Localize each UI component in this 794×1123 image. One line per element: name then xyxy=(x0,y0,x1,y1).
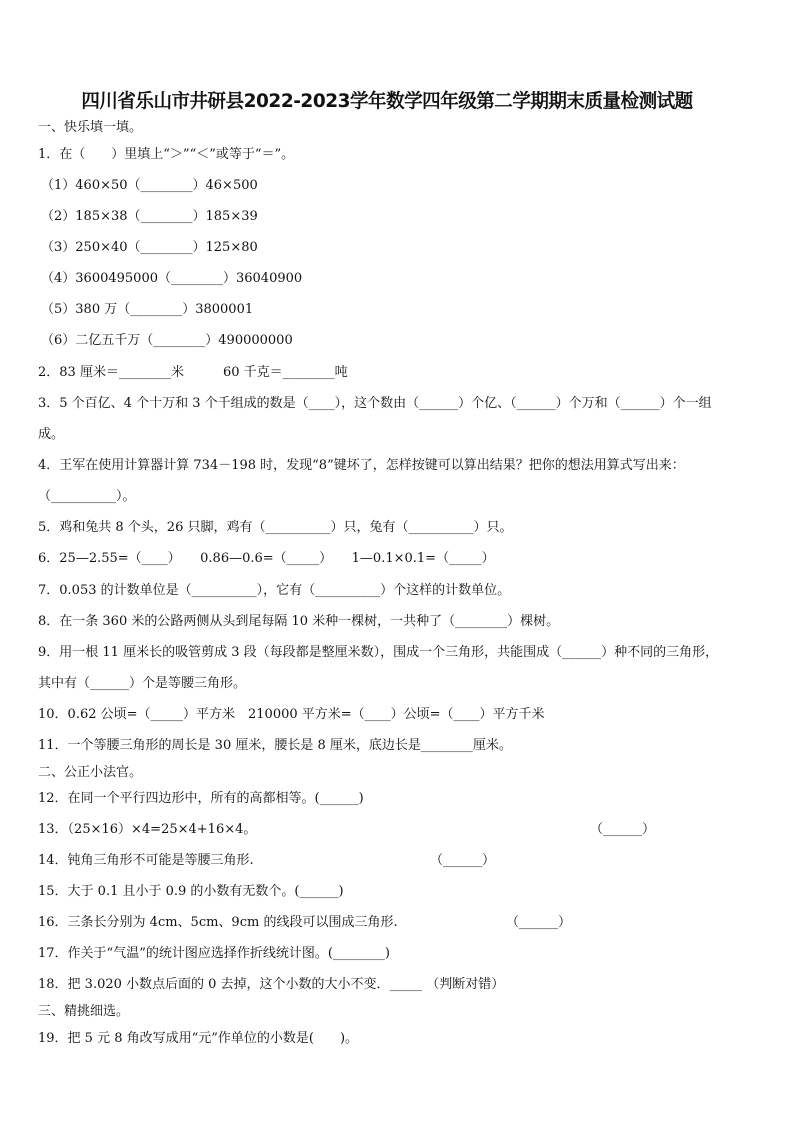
section-heading-1: 一、快乐填一填。 xyxy=(38,120,143,135)
question-13-answer-blank: （______） xyxy=(590,822,656,837)
question-1-part-5: （5）380 万（________）3800001 xyxy=(41,302,254,317)
question-14: 14．钝角三角形不可能是等腰三角形. xyxy=(38,853,254,868)
question-6: 6．25—2.55=（____） 0.86—0.6=（_____） 1—0.1×0.1=（_____） xyxy=(38,551,495,566)
page-title: 四川省乐山市井研县2022-2023学年数学四年级第二学期期末质量检测试题 xyxy=(81,90,693,112)
question-9-line-1: 9．用一根 11 厘米长的吸管剪成 3 段（每段都是整厘米数），围成一个三角形，共能围成（______）种不同的三角形， xyxy=(38,645,719,660)
section-heading-2: 二、公正小法官。 xyxy=(38,765,143,780)
question-9-line-2: 其中有（______）个是等腰三角形。 xyxy=(38,676,247,691)
question-4-line-1: 4．王军在使用计算器计算 734－198 时，发现“8”键坏了，怎样按键可以算出结果？把你的想法用算式写出来： xyxy=(38,458,685,473)
question-15: 15．大于 0.1 且小于 0.9 的小数有无数个。(______) xyxy=(38,884,344,899)
question-19: 19．把 5 元 8 角改写成用“元”作单位的小数是( )。 xyxy=(38,1031,359,1046)
question-16: 16．三条长分别为 4cm、5cm、9cm 的线段可以围成三角形. xyxy=(38,915,398,930)
question-14-answer-blank: （______） xyxy=(430,853,496,868)
question-3-line-1: 3．5 个百亿、4 个十万和 3 个千组成的数是（____），这个数由（______）个亿、（______）个万和（______）个一组 xyxy=(38,396,712,411)
question-10: 10．0.62 公顷=（_____）平方米 210000 平方米=（____）公顷=（____）平方千米 xyxy=(38,707,545,722)
question-1-part-1: （1）460×50（________）46×500 xyxy=(41,178,258,193)
question-1-part-2: （2）185×38（________）185×39 xyxy=(41,209,258,224)
question-16-answer-blank: （______） xyxy=(506,915,572,930)
question-7: 7．0.053 的计数单位是（__________），它有（__________）个这样的计数单位。 xyxy=(38,583,511,598)
question-13: 13．（25×16）×4=25×4+16×4。 xyxy=(38,822,257,837)
question-1-part-3: （3）250×40（________）125×80 xyxy=(41,240,258,255)
question-18: 18．把 3.020 小数点后面的 0 去掉，这个小数的大小不变．_____ （判断对错） xyxy=(38,977,505,992)
question-8: 8．在一条 360 米的公路两侧从头到尾每隔 10 米种一棵树，一共种了（________）棵树。 xyxy=(38,614,560,629)
question-1: 1．在（ ）里填上“＞”“＜”或等于“＝”。 xyxy=(38,147,295,162)
question-4-line-2: （__________）。 xyxy=(38,489,136,504)
question-1-part-4: （4）3600495000（________）36040900 xyxy=(41,271,303,286)
question-3-line-2: 成。 xyxy=(38,427,65,442)
question-17: 17．作关于“气温”的统计图应选择作折线统计图。(________) xyxy=(38,946,390,961)
question-1-part-6: （6）二亿五千万（________）490000000 xyxy=(41,333,293,348)
question-11: 11．一个等腰三角形的周长是 30 厘米，腰长是 8 厘米，底边长是________厘米。 xyxy=(38,738,512,753)
question-5: 5．鸡和兔共 8 个头，26 只脚，鸡有（__________）只，兔有（__________）只。 xyxy=(38,520,513,535)
question-12: 12．在同一个平行四边形中，所有的高都相等。(______) xyxy=(38,791,364,806)
section-heading-3: 三、精挑细选。 xyxy=(38,1004,130,1019)
question-2: 2．83 厘米＝________米 60 千克＝________吨 xyxy=(38,365,348,380)
